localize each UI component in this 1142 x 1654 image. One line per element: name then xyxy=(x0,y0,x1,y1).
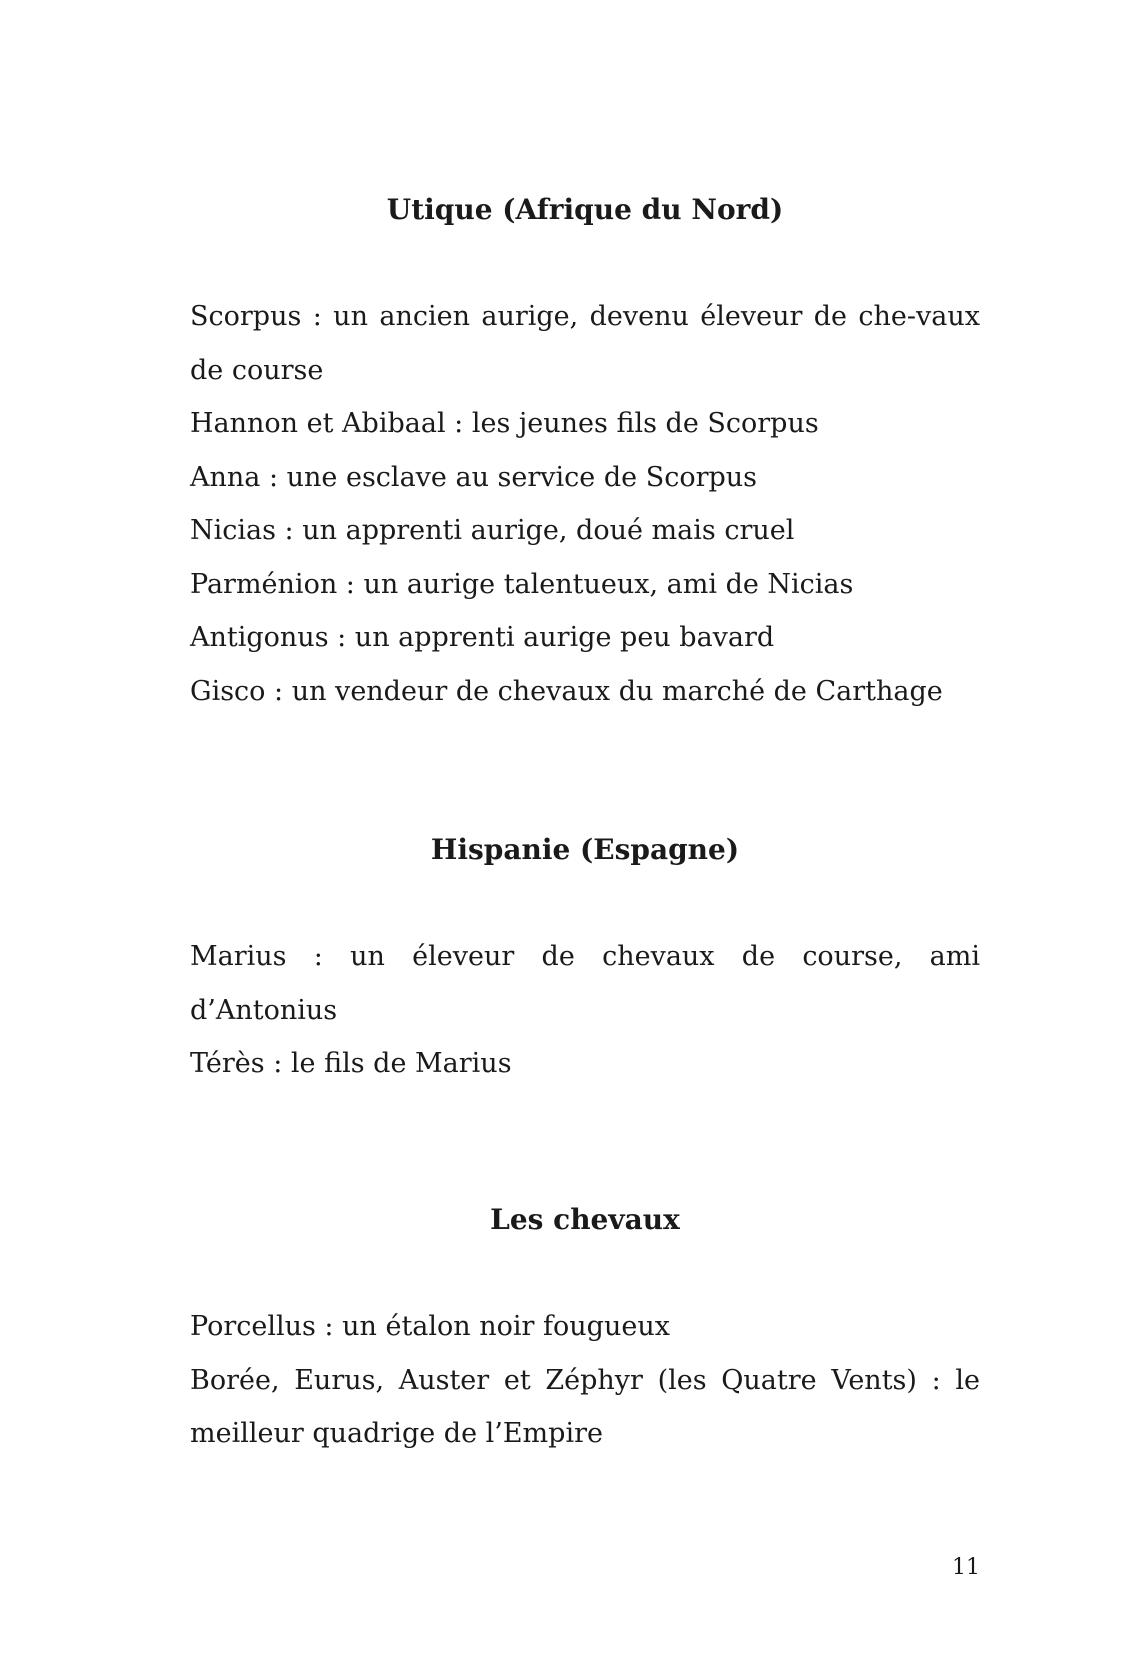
section-heading-hispanie: Hispanie (Espagne) xyxy=(430,833,740,866)
character-entry: Gisco : un vendeur de chevaux du marché de Carthage xyxy=(190,675,943,707)
section-heading-chevaux: Les chevaux xyxy=(490,1203,680,1236)
section-heading-utique: Utique (Afrique du Nord) xyxy=(386,193,784,226)
character-entry: Borée, Eurus, Auster et Zéphyr (les Quatre Vents) : le meilleur quadrige de l’Empire xyxy=(190,1364,980,1449)
character-entry: Marius : un éleveur de chevaux de course, ami d’Antonius xyxy=(190,941,980,1026)
character-list-hispanie xyxy=(190,930,980,1091)
character-list-utique xyxy=(190,290,980,718)
character-entry: Porcellus : un étalon noir fougueux xyxy=(190,1311,670,1342)
character-entry: Antigonus : un apprenti aurige peu bavard xyxy=(190,622,775,653)
character-entry: Hannon et Abibaal : les jeunes fils de Scorpus xyxy=(190,408,819,439)
character-entry: Anna : une esclave au service de Scorpus xyxy=(190,461,758,493)
character-list-chevaux xyxy=(190,1300,980,1461)
page-number: 11 xyxy=(952,1555,980,1580)
character-entry: Nicias : un apprenti aurige, doué mais cruel xyxy=(190,515,795,546)
character-entry: Térès : le fils de Marius xyxy=(190,1048,512,1079)
character-entry: Scorpus : un ancien aurige, devenu éleveur de che-vaux de course xyxy=(190,301,980,386)
character-entry: Parménion : un aurige talentueux, ami de Nicias xyxy=(190,568,854,600)
